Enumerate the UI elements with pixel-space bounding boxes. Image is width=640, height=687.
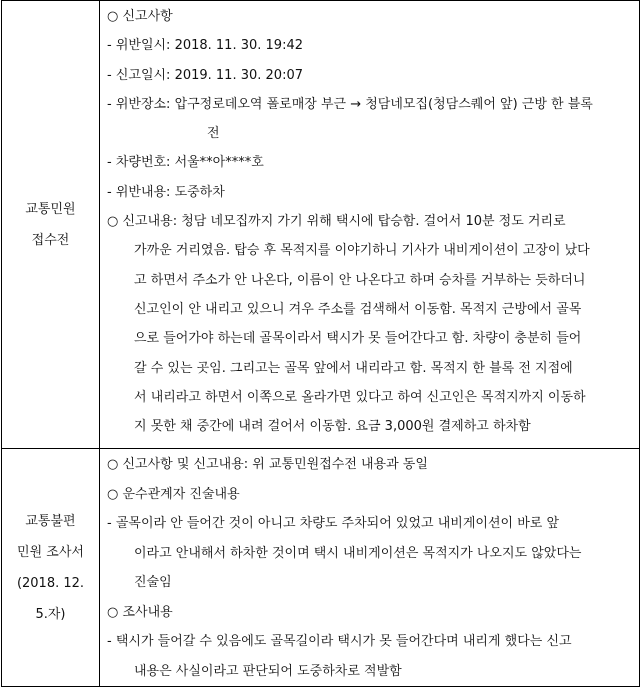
content-line: 서 내리라고 하면서 이쪽으로 올라가면 있다고 하여 신고인은 목적지까지 이동하 bbox=[134, 389, 586, 405]
content-line: 으로 들어가야 하는데 골목이라서 택시가 못 들어간다고 함. 차량이 충분히 들어 bbox=[134, 331, 582, 347]
row-content-cell bbox=[100, 449, 640, 687]
content-line: ○ 신고사항 및 신고내용: 위 교통민원접수전 내용과 동일 bbox=[107, 457, 428, 472]
row-content-cell bbox=[100, 1, 640, 449]
content-line: - 차량번호: 서울**아****호 bbox=[107, 155, 264, 171]
content-line: 고 하면서 주소가 안 나온다, 이름이 안 나온다고 하며 승차를 거부하는 듯하더니 bbox=[134, 272, 586, 288]
content-line: 지 못한 채 중간에 내려 걸어서 이동함. 요금 3,000원 결제하고 하차함 bbox=[134, 419, 531, 435]
content-line: 전 bbox=[207, 126, 220, 142]
content-line: 갈 수 있는 곳임. 그리고는 골목 앞에서 내리라고 함. 목적지 한 블록 전 지점에 bbox=[134, 360, 573, 376]
content-line: 진술임 bbox=[134, 575, 172, 590]
row-label-line: 접수전 bbox=[31, 232, 70, 248]
content-line: ○ 운수관계자 진술내용 bbox=[107, 486, 240, 502]
complaint-table bbox=[1, 0, 640, 687]
content-line: 가까운 거리였음. 탑승 후 목적지를 이야기하니 기사가 내비게이션이 고장이 났다 bbox=[134, 243, 590, 259]
row-label-cell bbox=[2, 1, 100, 449]
content-line: ○ 조사내용 bbox=[107, 604, 173, 620]
row-label-line: (2018. 12. bbox=[16, 575, 85, 591]
content-line: 이라고 안내해서 하차한 것이며 택시 내비게이션은 목적지가 나오지도 않았다는 bbox=[134, 545, 582, 561]
row-label-line: 민원 조사서 bbox=[17, 544, 84, 560]
content-line: - 위반일시: 2018. 11. 30. 19:42 bbox=[107, 38, 303, 54]
table-row bbox=[2, 1, 640, 449]
row-label-cell bbox=[2, 449, 100, 687]
content-line: ○ 신고사항 bbox=[107, 9, 173, 24]
content-line: - 위반장소: 압구정로데오역 폴로매장 부근 → 청담네모집(청담스퀘어 앞) 근방 한 블록 bbox=[107, 96, 593, 112]
content-line: - 위반내용: 도중하차 bbox=[107, 184, 225, 200]
content-line: 내용은 사실이라고 판단되어 도중하차로 적발함 bbox=[134, 663, 402, 679]
table-row bbox=[2, 449, 640, 687]
row-label-line: 교통불편 bbox=[25, 513, 76, 529]
row-label-line: 5.자) bbox=[35, 606, 66, 622]
row-label-line: 교통민원 bbox=[25, 201, 76, 217]
content-line: - 택시가 들어갈 수 있음에도 골목길이라 택시가 못 들어간다며 내리게 했다는 신고 bbox=[107, 634, 572, 649]
content-line: - 골목이라 안 들어간 것이 아니고 차량도 주차되어 있었고 내비게이션이 바로 앞 bbox=[107, 516, 560, 531]
content-line: - 신고일시: 2019. 11. 30. 20:07 bbox=[107, 67, 303, 83]
content-line: 신고인이 안 내리고 있으니 겨우 주소를 검색해서 이동함. 목적지 근방에서 골목 bbox=[134, 301, 582, 317]
content-line: ○ 신고내용: 청담 네모집까지 가기 위해 택시에 탑승함. 걸어서 10분 정도 거리로 bbox=[107, 214, 566, 230]
